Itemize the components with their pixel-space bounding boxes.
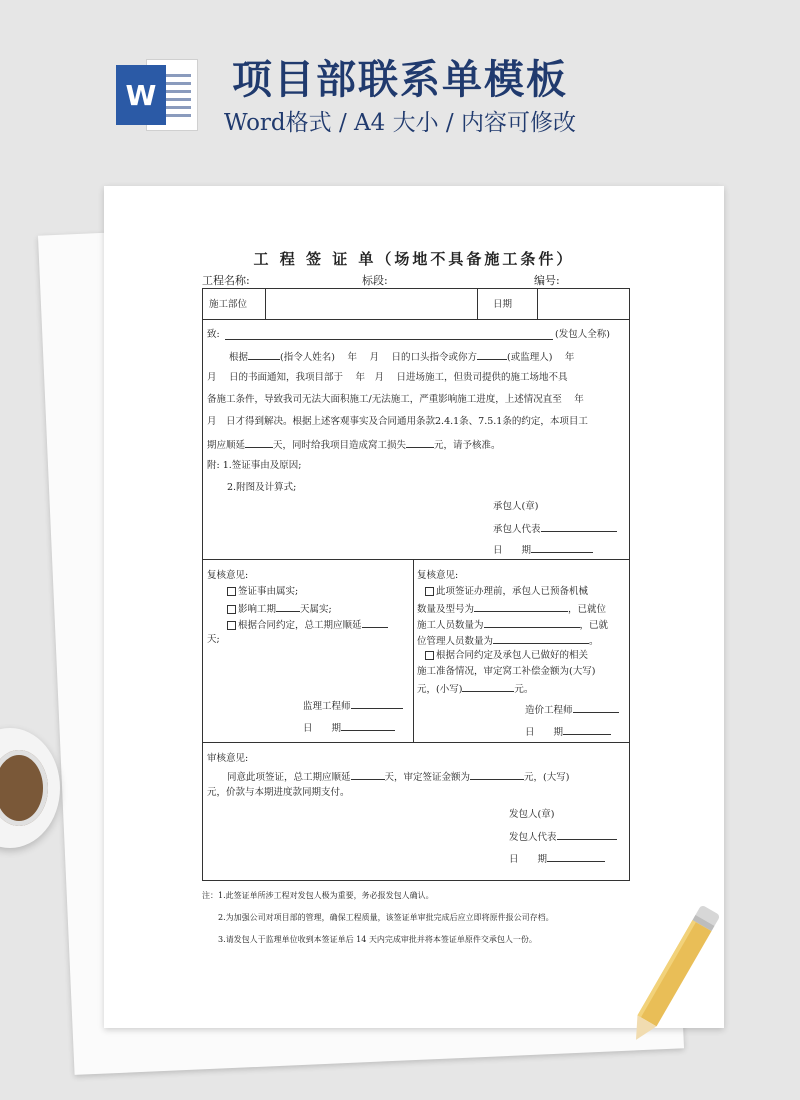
checkbox[interactable] — [227, 605, 236, 614]
body-line-5: 期应顺延 天，同时给我项目造成窝工损失 元，请予核准。 — [207, 440, 501, 451]
review-right-line-2: 数量及型号为 ，已就位 — [417, 604, 607, 615]
contractor-seal: 承包人(章) — [493, 501, 539, 512]
review-right-line-4: 位管理人员数量为 。 — [417, 636, 599, 647]
checkbox[interactable] — [227, 587, 236, 596]
cost-engineer-date: 日 期 — [525, 725, 611, 738]
review-left-heading: 复核意见: — [207, 570, 249, 581]
review-left-days: 天; — [207, 634, 220, 645]
checkbox[interactable] — [425, 587, 434, 596]
to-suffix: (发包人全称) — [555, 329, 610, 340]
body-line-4: 月 日才得到解决。根据上述客观事实及合同通用条款2.4.1条、7.5.1条的约定，本项目工 — [207, 416, 588, 427]
attach-label: 附: 1.签证事由及原因; — [207, 460, 302, 471]
section-label: 标段: — [362, 274, 388, 287]
cost-engineer-label: 造价工程师 — [525, 703, 619, 716]
review-right-line-7: 元，(小写) 元。 — [417, 684, 534, 695]
attach-item-2: 2.附图及计算式; — [227, 482, 297, 493]
note-1: 注：1.此签证单所涉工程对发包人极为重要，务必报发包人确认。 — [202, 891, 434, 900]
review-left-check-3: 根据合同约定，总工期应顺延 — [227, 618, 388, 631]
approval-line-2: 元，价款与本期进度款同期支付。 — [207, 787, 350, 798]
body-line-2: 月 日的书面通知，我项目部于 年 月 日进场施工，但贵司提供的施工场地不具 — [207, 372, 568, 383]
form-title: 工 程 签 证 单（场地不具备施工条件） — [253, 250, 575, 268]
contractor-rep: 承包人代表 — [493, 522, 617, 535]
checkbox[interactable] — [425, 651, 434, 660]
date-label: 日期 — [493, 299, 513, 310]
review-right-check-2: 根据合同约定及承包人已做好的相关 — [425, 650, 588, 661]
number-label: 编号: — [534, 274, 560, 287]
construction-dept-label: 施工部位 — [209, 299, 248, 310]
employer-rep: 发包人代表 — [509, 830, 617, 843]
review-right-line-3: 施工人员数量为 ，已就 — [417, 620, 609, 631]
page-title: 项目部联系单模板 — [232, 56, 568, 103]
note-2: 2.为加强公司对项目部的管理，确保工程质量，该签证单审批完成后应立即将原件报公司存档。 — [218, 913, 554, 922]
page-subtitle: Word格式 / A4 大小 / 内容可修改 — [224, 110, 576, 136]
visa-form — [202, 288, 630, 881]
review-right-check-1: 此项签证办理前，承包人已预备机械 — [425, 586, 588, 597]
word-icon: W — [116, 55, 200, 135]
review-right-line-6: 施工准备情况，审定窝工补偿金额为(大写) — [417, 666, 596, 677]
supervisor-date: 日 期 — [303, 721, 395, 734]
checkbox[interactable] — [227, 621, 236, 630]
note-3: 3.请发包人于监理单位收到本签证单后 14 天内完成审批并将本签证单原件交承包人一份。 — [218, 935, 537, 944]
review-left-check-1: 签证事由属实; — [227, 586, 298, 597]
supervisor-label: 监理工程师 — [303, 699, 403, 712]
body-line-3: 备施工条件，导致我司无法大面积施工/无法施工，严重影响施工进度，上述情况直至 年 — [207, 394, 584, 405]
coffee-cup-icon — [0, 728, 60, 848]
employer-seal: 发包人(章) — [509, 809, 555, 820]
approval-line-1: 同意此项签证，总工期应顺延 天，审定签证金额为 元，(大写) — [227, 772, 570, 783]
review-right-heading: 复核意见: — [417, 570, 459, 581]
to-label: 致: — [207, 329, 220, 340]
project-name-label: 工程名称: — [202, 274, 250, 287]
employer-date: 日 期 — [509, 852, 605, 865]
body-line-1: 根据 (指令人姓名) 年 月 日的口头指令或你方 (或监理人) 年 — [229, 352, 575, 363]
approval-heading: 审核意见: — [207, 753, 249, 764]
contractor-date: 日 期 — [493, 543, 593, 556]
review-left-check-2: 影响工期 天属实; — [227, 602, 332, 615]
